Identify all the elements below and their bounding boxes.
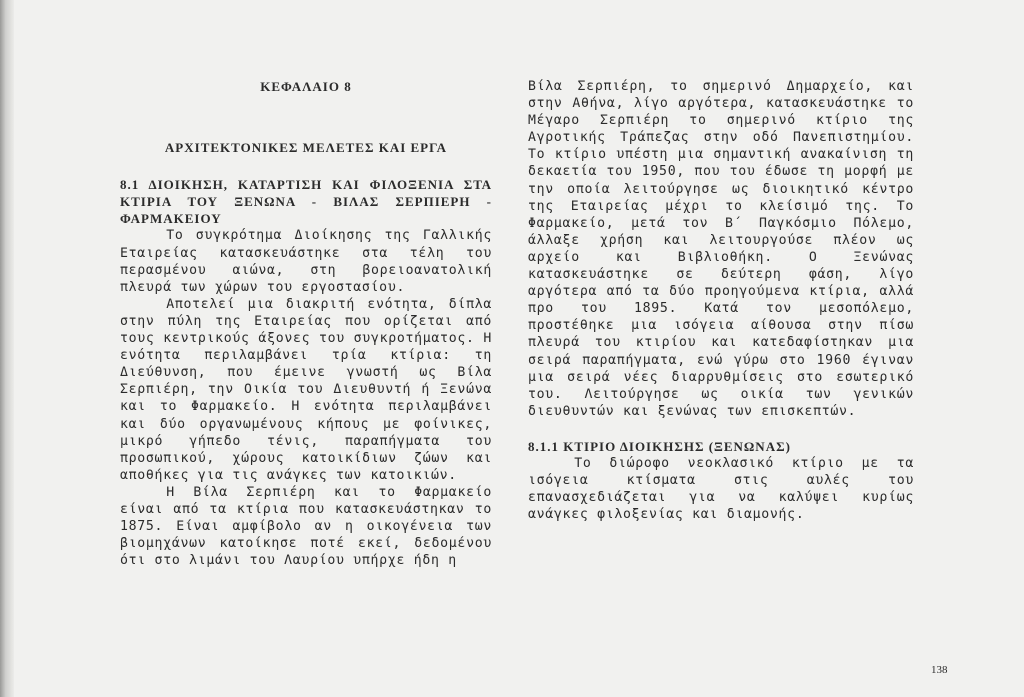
paragraph: Αποτελεί μια διακριτή ενότητα, δίπλα στην πύλη της Εταιρείας που ορίζεται από τους κεντρικούς άξονες του συγκροτήματος. Η ενότητα περιλαμβάνει τρία κτίρια: τη Διεύθυνση, που έμεινε γνωστή ως Βίλα Σερπιέρη, την Οικία του Διευθυντή ή Ξενώνα και το Φαρμακείο. Η ενότητα περιλαμβάνει και δύο οργανωμένους κήπους με φοίνικες, μικρό γήπεδο τένις, παραπήγματα του προσωπικού, χώρους κατοικίδιων ζώων και αποθήκες για τις ανάγκες των κατοικιών.	[120, 296, 492, 483]
chapter-label: ΚΕΦΑΛΑΙΟ 8	[260, 79, 352, 94]
paragraph: Το διώροφο νεοκλασικό κτίριο με τα ισόγεια κτίσματα στις αυλές του επανασχεδιάζεται για να καλύψει κυρίως ανάγκες φιλοξενίας και διαμονής.	[528, 455, 914, 523]
page-number: 138	[931, 664, 948, 676]
paragraph-continued: Βίλα Σερπιέρη, το σημερινό Δημαρχείο, και στην Αθήνα, λίγο αργότερα, κατασκευάστηκε το Μέγαρο Σερπιέρη το σημερινό κτίριο της Αγροτικής Τράπεζας στην οδό Πανεπιστημίου. Το κτίριο υπέστη μια σημαντική ανακαίνιση τη δεκαετία του 1950, που του έδωσε τη μορφή με την οποία λειτούργησε ως διοικητικό κέντρο της Εταιρείας μέχρι το κλείσιμό της. Το Φαρμακείο, μετά τον Β΄ Παγκόσμιο Πόλεμο, άλλαξε χρήση και λειτουργούσε πλέον ως αρχείο και Βιβλιοθήκη. Ο Ξενώνας κατασκευάστηκε σε δεύτερη φάση, λίγο αργότερα από τα δύο προηγούμενα κτίρια, αλλά προ του 1895. Κατά τον μεσοπόλεμο, προστέθηκε μια ισόγεια αίθουσα στην πίσω πλευρά του κτιρίου και κατεδαφίστηκαν μια σειρά παραπήγματα, ενώ γύρω στο 1960 έγιναν μια σειρά νέες διαρρυθμίσεις στο εσωτερικό του. Λειτούργησε ως οικία των γενικών διευθυντών και ξενώνας των επισκεπτών.	[528, 79, 914, 419]
page-binding-edge	[0, 0, 14, 697]
left-column	[120, 78, 492, 569]
subsection-heading-8-1-1: 8.1.1 ΚΤΙΡΙΟ ΔΙΟΙΚΗΣΗΣ (ΞΕΝΩΝΑΣ)	[528, 438, 791, 454]
subsection-heading: 8.1 ΔΙΟΙΚΗΣΗ, ΚΑΤΑΡΤΙΣΗ ΚΑΙ ΦΙΛΟΞΕΝΙΑ ΣΤΑ ΚΤΙΡΙΑ ΤΟΥ ΞΕΝΩΝΑ - ΒΙΛΑΣ ΣΕΡΠΙΕΡΗ - ΦΑΡΜΑΚΕΙΟΥ	[120, 177, 492, 227]
right-column	[528, 78, 914, 523]
paragraph: Το συγκρότημα Διοίκησης της Γαλλικής Εταιρείας κατασκευάστηκε στα τέλη του περασμένου αιώνα, στη βορειοανατολική πλευρά των χώρων του εργοστασίου.	[120, 228, 492, 295]
paragraph: Η Βίλα Σερπιέρη και το Φαρμακείο είναι από τα κτίρια που κατασκευάστηκαν το 1875. Είναι αμφίβολο αν η οικογένεια των βιομηχάνων κατοίκησε ποτέ εκεί, δεδομένου ότι στο λιμάνι του Λαυρίου υπήρχε ήδη η	[120, 484, 492, 569]
section-title: ΑΡΧΙΤΕΚΤΟΝΙΚΕΣ ΜΕΛΕΤΕΣ ΚΑΙ ΕΡΓΑ	[164, 140, 448, 156]
